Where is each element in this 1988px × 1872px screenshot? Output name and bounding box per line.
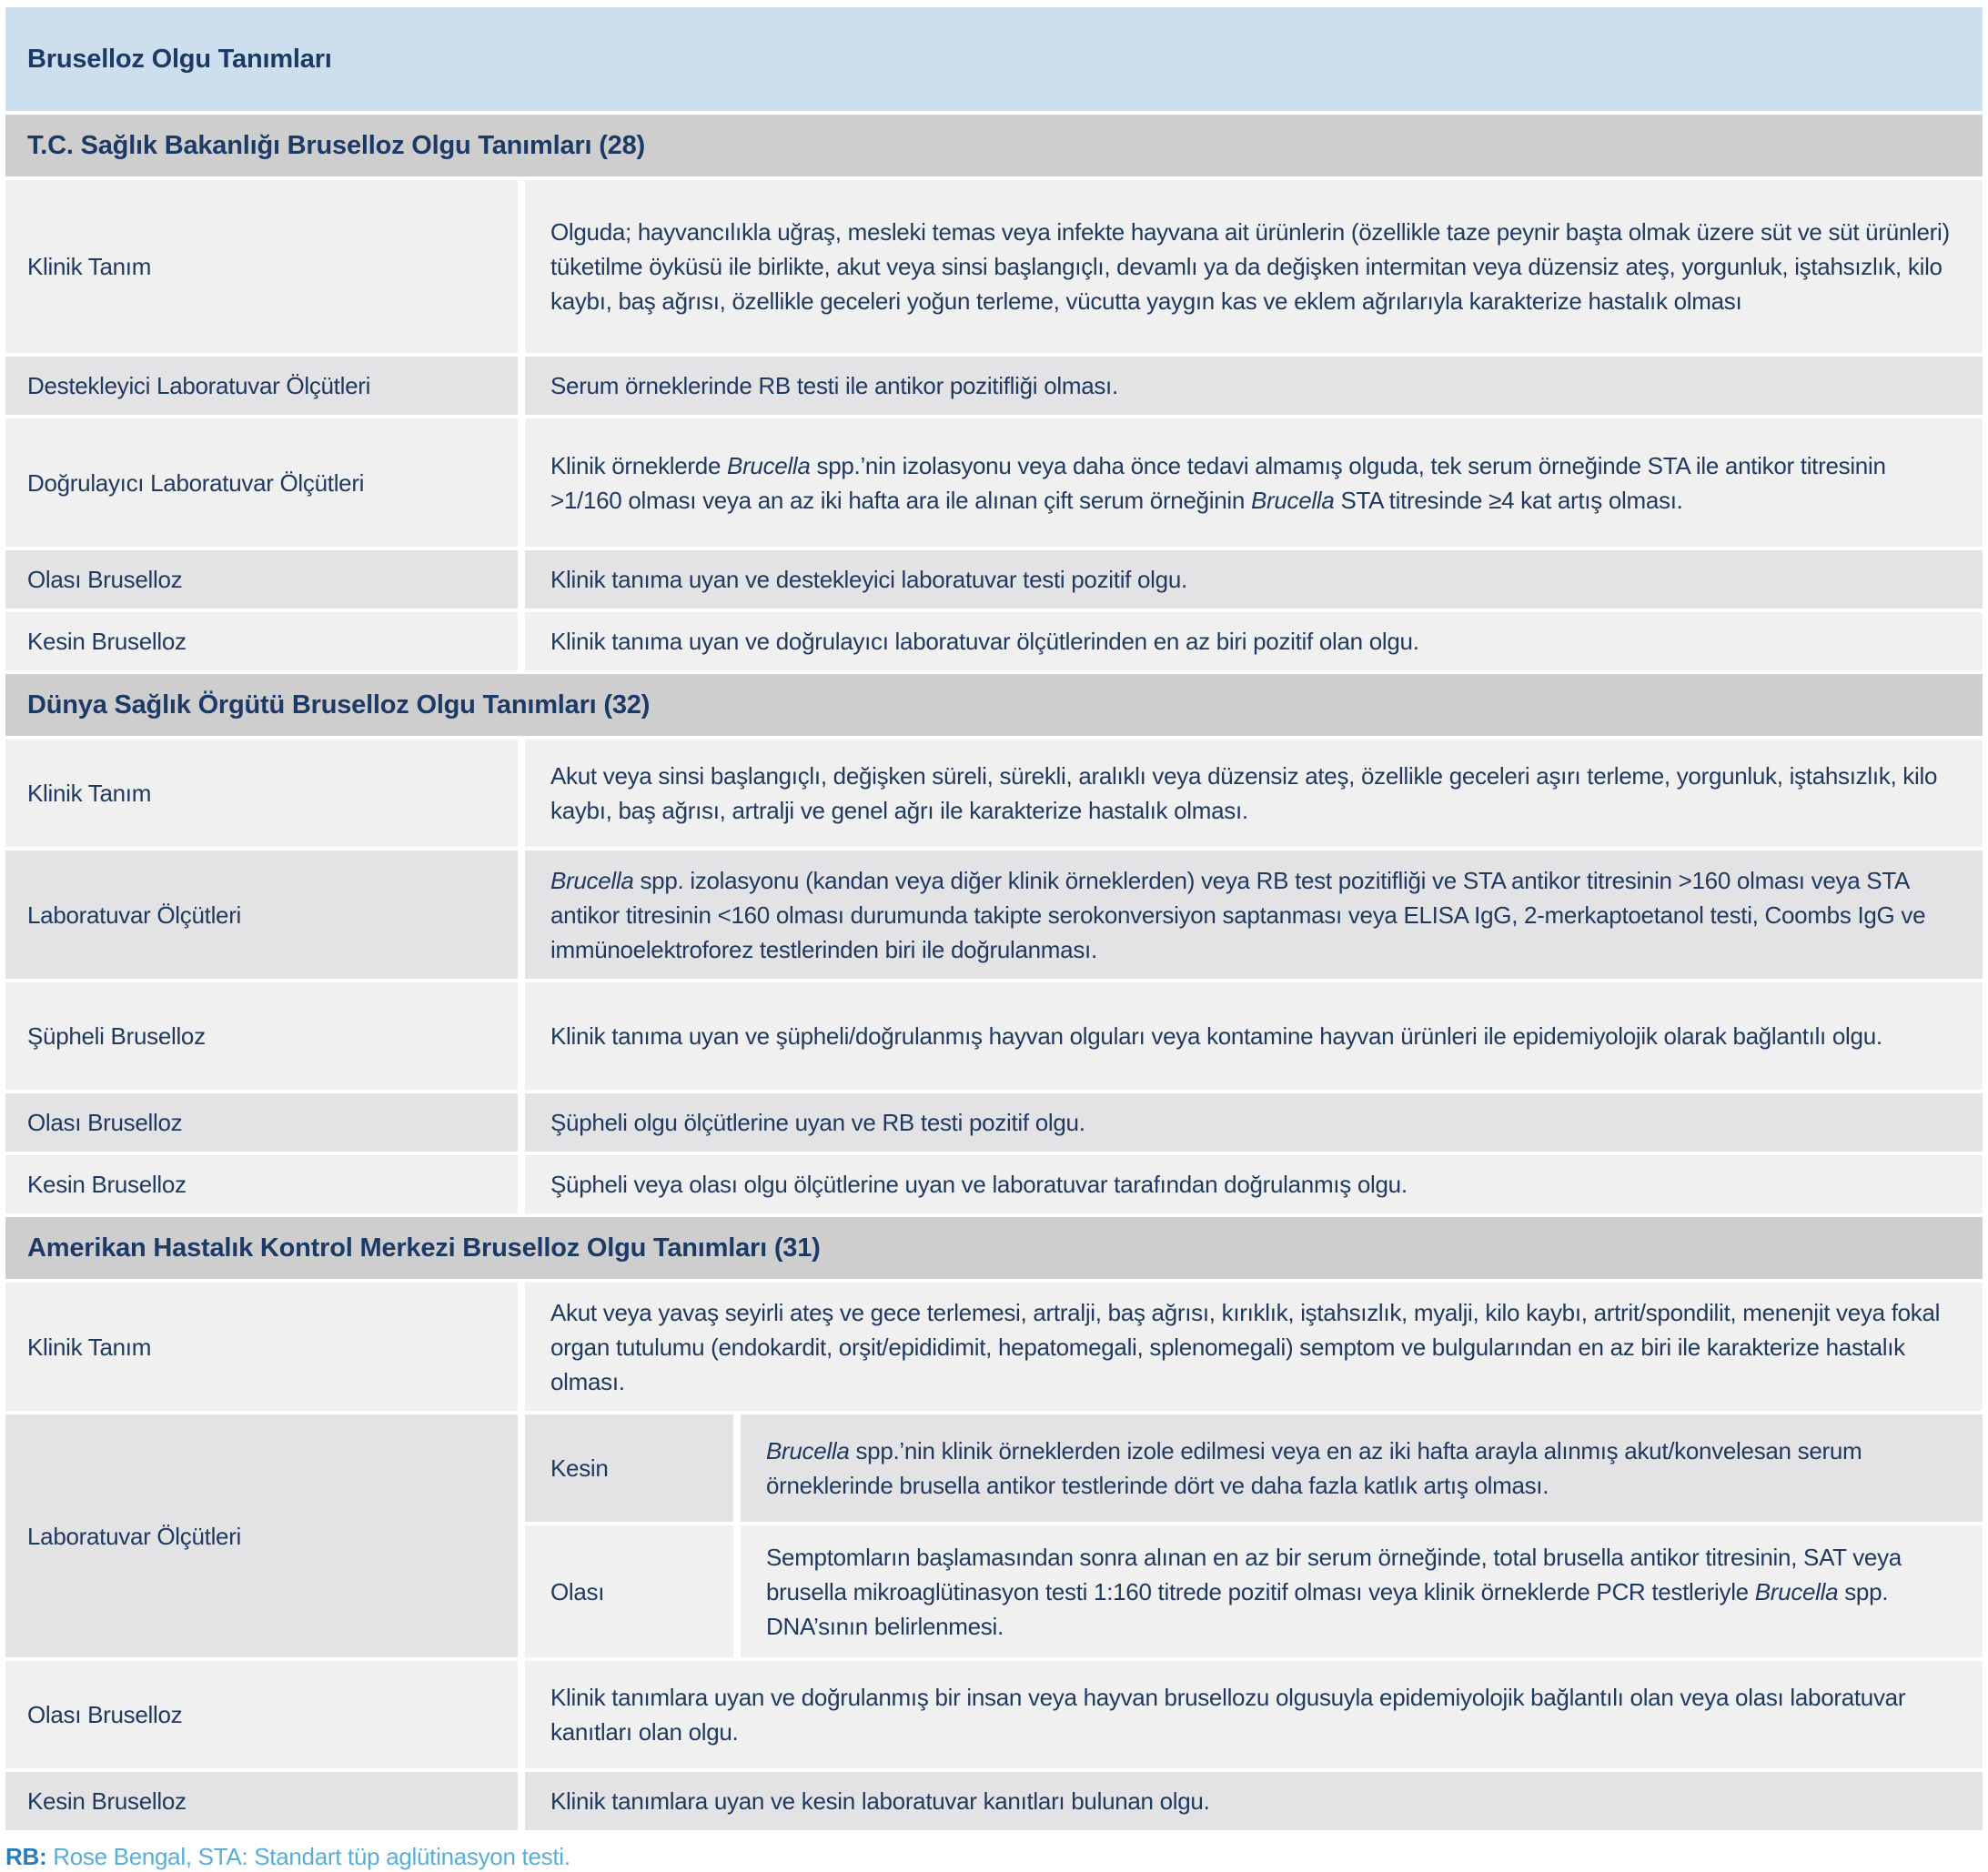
section-header-moh: T.C. Sağlık Bakanlığı Bruselloz Olgu Tanımları (28) xyxy=(5,115,1983,180)
footnote-text: Rose Bengal, STA: Standart tüp aglütinasyon testi. xyxy=(46,1843,570,1870)
section-header-cdc: Amerikan Hastalık Kontrol Merkezi Bruselloz Olgu Tanımları (31) xyxy=(5,1217,1983,1283)
row-content: Akut veya yavaş seyirli ateş ve gece terlemesi, artralji, baş ağrısı, kırıklık, iştahsızlık, myalji, kilo kaybı, artrit/spondilit, menenjit veya fokal organ tutulumu (endokardit, orşit/epididimit, hepatomegali, splenomegali) semptom ve bulgularından en az biri ile karakterize hastalık olması. xyxy=(550,1298,1941,1395)
footnote-abbreviation: RB: xyxy=(5,1843,47,1870)
row-label: Kesin Bruselloz xyxy=(5,1155,525,1213)
table-row xyxy=(5,1661,1983,1772)
row-label: Klinik Tanım xyxy=(5,740,525,847)
row-label: Şüpheli Bruselloz xyxy=(5,982,525,1090)
row-label: Kesin Bruselloz xyxy=(5,612,525,670)
section-header-who: Dünya Sağlık Örgütü Bruselloz Olgu Tanımları (32) xyxy=(5,674,1983,740)
nested-row xyxy=(525,1525,1983,1657)
nested-row xyxy=(525,1414,1983,1525)
nested-row-content: Brucella spp.’nin klinik örneklerden izole edilmesi veya en az iki hafta arayla alınmış akut/konvelesan serum örneklerinde brusella antikor testlerinde dört ve daha fazla katlık artış olması. xyxy=(766,1437,1862,1499)
row-content: Klinik tanımlara uyan ve doğrulanmış bir insan veya hayvan brusellozu olgusuyla epidemiyolojik bağlantılı olan veya olası laboratuvar kanıtları olan olgu. xyxy=(550,1684,1906,1746)
row-label: Doğrulayıcı Laboratuvar Ölçütleri xyxy=(5,418,525,547)
row-content: Klinik tanımlara uyan ve kesin laboratuvar kanıtları bulunan olgu. xyxy=(550,1787,1210,1815)
row-label: Kesin Bruselloz xyxy=(5,1772,525,1830)
nested-rows xyxy=(525,1414,1983,1657)
table-row xyxy=(5,1093,1983,1155)
nested-row-label: Kesin xyxy=(525,1414,741,1522)
table-row xyxy=(5,180,1983,357)
row-content: Klinik tanıma uyan ve destekleyici laboratuvar testi pozitif olgu. xyxy=(550,566,1187,593)
row-label: Klinik Tanım xyxy=(5,180,525,353)
row-content: Klinik örneklerde Brucella spp.’nin izolasyonu veya daha önce tedavi almamış olguda, tek serum örneğinde STA ile antikor titresinin >1/160 olması veya an az iki hafta ara ile alınan çift serum örneğinin Brucella STA titresinde ≥4 kat artış olması. xyxy=(550,451,1886,514)
table-row xyxy=(5,850,1983,982)
table-row xyxy=(5,612,1983,674)
table-row xyxy=(5,357,1983,418)
row-label: Olası Bruselloz xyxy=(5,550,525,609)
table-title: Bruselloz Olgu Tanımları xyxy=(5,7,1983,115)
table-row xyxy=(5,1283,1983,1414)
table-row xyxy=(5,982,1983,1093)
row-content: Brucella spp. izolasyonu (kandan veya diğer klinik örneklerden) veya RB test pozitifliği ve STA antikor titresinin >160 olması veya STA antikor titresinin <160 olması durumunda takipte serokonversiyon saptanması veya ELISA IgG, 2-merkaptoetanol testi, Coombs IgG ve immünoelektroforez testlerinden biri ile doğrulanması. xyxy=(550,866,1926,963)
row-content: Akut veya sinsi başlangıçlı, değişken süreli, sürekli, aralıklı veya düzensiz ateş, özellikle geceleri aşırı terleme, yorgunluk, iştahsızlık, kilo kaybı, baş ağrısı, artralji ve genel ağrı ile karakterize hastalık olması. xyxy=(550,762,1938,824)
row-label: Laboratuvar Ölçütleri xyxy=(5,1414,525,1657)
row-label: Laboratuvar Ölçütleri xyxy=(5,850,525,979)
row-content: Şüpheli veya olası olgu ölçütlerine uyan ve laboratuvar tarafından doğrulanmış olgu. xyxy=(550,1171,1408,1198)
nested-row-content: Semptomların başlamasından sonra alınan en az bir serum örneğinde, total brusella antikor titresinin, SAT veya brusella mikroaglütinasyon testi 1:160 titrede pozitif olması veya klinik örneklerde PCR testleriyle Brucella spp. DNA’sının belirlenmesi. xyxy=(766,1543,1902,1640)
table-row xyxy=(5,1772,1983,1834)
table-row xyxy=(5,740,1983,850)
table-row xyxy=(5,1155,1983,1217)
row-label: Klinik Tanım xyxy=(5,1283,525,1411)
row-content: Klinik tanıma uyan ve doğrulayıcı laboratuvar ölçütlerinden en az biri pozitif olan olgu. xyxy=(550,628,1419,655)
row-content: Serum örneklerinde RB testi ile antikor pozitifliği olması. xyxy=(550,372,1118,399)
table-row xyxy=(5,418,1983,550)
nested-row-group xyxy=(5,1414,1983,1661)
table-footnote xyxy=(5,1834,1983,1872)
row-label: Olası Bruselloz xyxy=(5,1661,525,1768)
row-content: Şüpheli olgu ölçütlerine uyan ve RB testi pozitif olgu. xyxy=(550,1109,1085,1136)
row-label: Destekleyici Laboratuvar Ölçütleri xyxy=(5,357,525,415)
table-row xyxy=(5,550,1983,612)
row-content: Olguda; hayvancılıkla uğraş, mesleki temas veya infekte hayvana ait ürünlerin (özellikle taze peynir başta olmak üzere süt ve süt ürünleri) tüketilme öyküsü ile birlikte, akut veya sinsi başlangıçlı, devamlı ya da değişken intermitan veya düzensiz ateş, yorgunluk, iştahsızlık, kilo kaybı, baş ağrısı, özellikle geceleri yoğun terleme, vücutta yaygın kas ve eklem ağrılarıyla karakterize hastalık olması xyxy=(550,218,1950,315)
row-label: Olası Bruselloz xyxy=(5,1093,525,1152)
row-content: Klinik tanıma uyan ve şüpheli/doğrulanmış hayvan olguları veya kontamine hayvan ürünleri ile epidemiyolojik olarak bağlantılı olgu. xyxy=(550,1022,1882,1050)
nested-row-label: Olası xyxy=(525,1525,741,1657)
